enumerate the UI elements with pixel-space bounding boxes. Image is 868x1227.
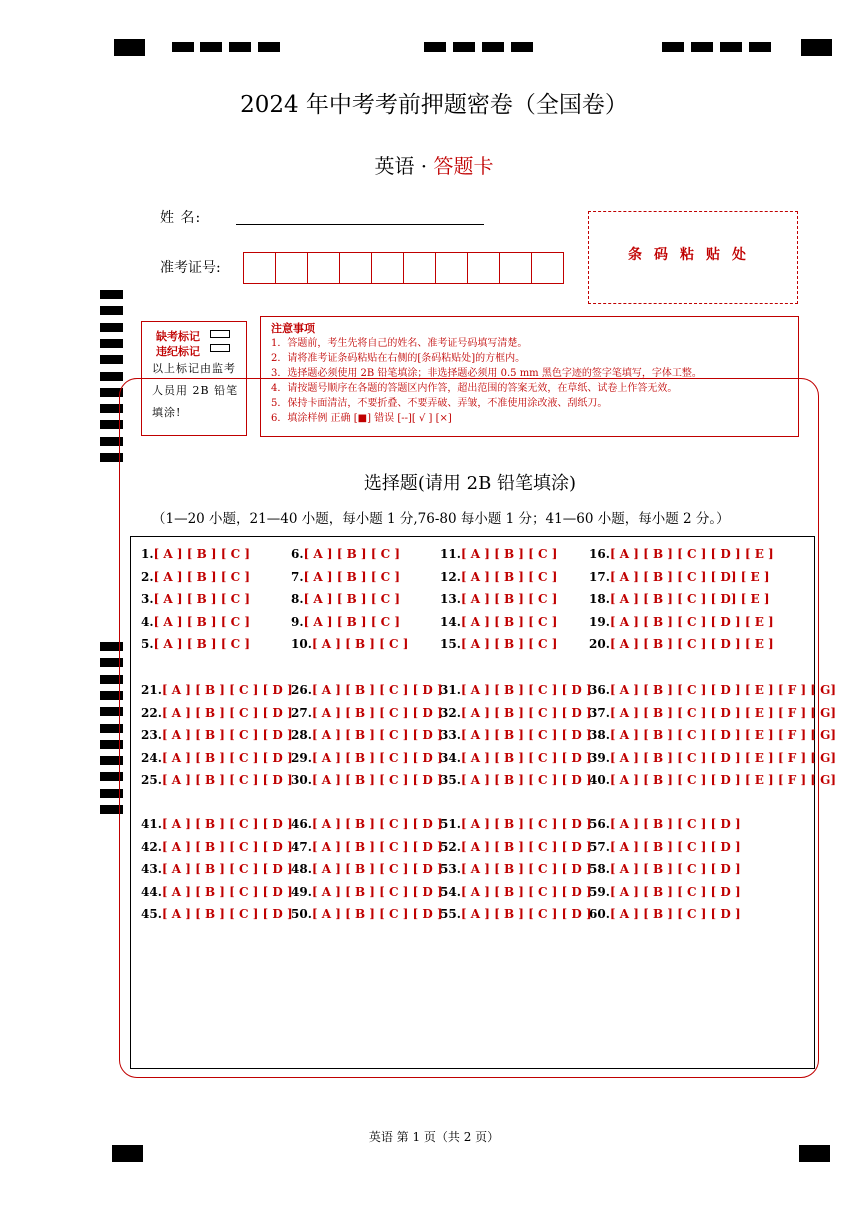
answer-options[interactable]: [ A ] [ B ] [ C ] [460,637,558,652]
notes-heading: 注意事项 [271,322,315,335]
question-number: 11. [440,547,461,561]
answer-options[interactable]: [ A ] [ B ] [ C ] [ D ] [609,817,741,831]
question-9[interactable] [291,615,400,629]
question-60[interactable] [589,907,741,921]
timing-mark [691,42,713,52]
question-31[interactable] [440,683,592,697]
answer-options[interactable]: [ A ] [ B ] [ C ] [ D] [ E ] [609,592,770,607]
timing-mark [720,42,742,52]
answer-options[interactable]: [ A ] [ B ] [ C ] [ D ] [ E ] [ F ] [ G] [609,750,837,765]
question-number: 15. [440,637,461,652]
timing-mark [801,39,832,56]
answer-options[interactable]: [ A ] [ B ] [ C ] [ D ] [311,839,443,854]
question-number: 30. [291,773,312,788]
answer-options[interactable]: [ A ] [ B ] [ C ] [ D ] [161,839,293,854]
question-number: 29. [291,750,312,765]
answer-options[interactable]: [ A ] [ B ] [ C ] [ D ] [ E ] [ F ] [ G] [609,705,837,720]
question-number: 18. [589,592,610,607]
question-number: 57. [589,839,610,854]
question-43[interactable] [141,862,293,876]
answer-options[interactable]: [ A ] [ B ] [ C ] [460,614,558,629]
question-2[interactable] [141,570,250,584]
answer-options[interactable]: [ A ] [ B ] [ C ] [ D ] [311,862,443,877]
question-23[interactable] [141,728,293,742]
digit-box[interactable] [468,253,500,283]
question-53[interactable] [440,862,592,876]
answer-options[interactable]: [ A ] [ B ] [ C ] [303,569,401,584]
answer-options[interactable]: [ A ] [ B ] [ C ] [153,614,251,629]
answer-options[interactable]: [ A ] [ B ] [ C ] [ D ] [460,705,592,720]
question-49[interactable] [291,885,443,899]
timing-mark [229,42,251,52]
answer-grid [130,536,837,1069]
digit-box[interactable] [372,253,404,283]
answer-options[interactable]: [ A ] [ B ] [ C ] [ D ] [161,750,293,765]
question-number: 53. [440,862,461,877]
answer-options[interactable]: [ A ] [ B ] [ C ] [ D ] [ E ] [609,637,774,652]
page-footer: 英语 第 1 页（共 2 页） [368,1130,500,1144]
question-36[interactable] [589,683,836,697]
answer-options[interactable]: [ A ] [ B ] [ C ] [ D ] [460,884,592,899]
timing-mark [662,42,684,52]
question-21[interactable] [141,683,293,697]
answer-options[interactable]: [ A ] [ B ] [ C ] [ D ] [ E ] [ F ] [ G] [609,683,837,697]
question-number: 48. [291,862,312,877]
question-number: 1. [141,547,154,561]
question-number: 8. [291,592,304,607]
answer-options[interactable]: [ A ] [ B ] [ C ] [ D ] [460,750,592,765]
question-number: 20. [589,637,610,652]
answer-options[interactable]: [ A ] [ B ] [ C ] [ D ] [161,773,293,788]
digit-box[interactable] [500,253,532,283]
question-28[interactable] [291,728,443,742]
question-number: 41. [141,817,162,831]
question-number: 6. [291,547,304,561]
question-14[interactable] [440,615,557,629]
digit-box[interactable] [244,253,276,283]
answer-options[interactable]: [ A ] [ B ] [ C ] [ D ] [161,817,293,831]
question-number: 10. [291,637,312,652]
question-number: 49. [291,884,312,899]
question-number: 12. [440,569,461,584]
question-35[interactable] [440,773,592,787]
question-58[interactable] [589,862,741,876]
question-48[interactable] [291,862,443,876]
question-number: 28. [291,728,312,743]
question-number: 27. [291,705,312,720]
timing-mark [100,372,123,381]
question-57[interactable] [589,840,741,854]
digit-box[interactable] [404,253,436,283]
notes-item: 4．请按题号顺序在各题的答题区内作答，超出范围的答案无效，在草纸、试卷上作答无效。 [271,383,678,394]
timing-mark [114,39,145,56]
mark-note: 以上标记由监考人员用 2B 铅笔填涂! [152,362,239,419]
answer-options[interactable]: [ A ] [ B ] [ C ] [ D ] [311,750,443,765]
question-number: 52. [440,839,461,854]
question-32[interactable] [440,706,592,720]
question-44[interactable] [141,885,293,899]
answer-options[interactable]: [ A ] [ B ] [ C ] [ D ] [311,683,443,697]
notes-item: 2．请将准考证条码粘贴在右侧的[条码粘贴处]的方框内。 [271,353,526,364]
answer-options[interactable]: [ A ] [ B ] [ C ] [ D ] [ E ] [ F ] [ G] [609,773,837,788]
answer-options[interactable]: [ A ] [ B ] [ C ] [ D ] [311,817,443,831]
question-number: 37. [589,705,610,720]
question-17[interactable] [589,570,770,584]
answer-options[interactable]: [ A ] [ B ] [ C ] [ D ] [311,705,443,720]
answer-options[interactable]: [ A ] [ B ] [ C ] [ D ] [460,817,592,831]
notes-item: 3．选择题必须使用 2B 铅笔填涂；非选择题必须用 0.5 mm 黑色字迹的签字笔填写，字体工整。 [271,368,702,379]
digit-box[interactable] [276,253,308,283]
question-number: 25. [141,773,162,788]
question-13[interactable] [440,592,557,606]
question-number: 23. [141,728,162,743]
question-5[interactable] [141,637,250,651]
question-number: 56. [589,817,610,831]
question-number: 22. [141,705,162,720]
answer-options[interactable]: [ A ] [ B ] [ C ] [ D ] [161,728,293,743]
answer-options[interactable]: [ A ] [ B ] [ C ] [ D ] [161,884,293,899]
question-number: 60. [589,907,610,922]
question-54[interactable] [440,885,592,899]
question-number: 50. [291,907,312,922]
question-55[interactable] [440,907,592,921]
question-number: 21. [141,683,162,697]
card-subtitle [0,150,868,179]
name-field[interactable] [236,224,484,225]
question-number: 58. [589,862,610,877]
answer-options[interactable]: [ A ] [ B ] [ C ] [460,547,558,561]
answer-options[interactable]: [ A ] [ B ] [ C ] [ D ] [609,907,741,922]
choice-section-note: （1—20 小题，21—40 小题，每小题 1 分,76-80 每小题 1 分；41—60 小题，每小题 2 分。） [152,511,730,527]
question-24[interactable] [141,751,293,765]
answer-options[interactable]: [ A ] [ B ] [ C ] [ D ] [609,839,741,854]
answer-options[interactable]: [ A ] [ B ] [ C ] [ D ] [161,683,293,697]
question-number: 36. [589,683,610,697]
question-42[interactable] [141,840,293,854]
question-15[interactable] [440,637,557,651]
answer-options[interactable]: [ A ] [ B ] [ C ] [460,569,558,584]
answer-options[interactable]: [ A ] [ B ] [ C ] [ D ] [161,907,293,922]
question-number: 55. [440,907,461,922]
question-number: 45. [141,907,162,922]
answer-options[interactable]: [ A ] [ B ] [ C ] [ D ] [ E ] [609,614,774,629]
question-26[interactable] [291,683,443,697]
question-number: 44. [141,884,162,899]
answer-options[interactable]: [ A ] [ B ] [ C ] [ D ] [311,773,443,788]
question-number: 3. [141,592,154,607]
barcode-area [588,211,798,304]
card-label: 答题卡 [433,154,494,178]
answer-options[interactable]: [ A ] [ B ] [ C ] [153,592,251,607]
question-46[interactable] [291,817,443,831]
question-39[interactable] [589,751,836,765]
timing-mark [453,42,475,52]
answer-options[interactable]: [ A ] [ B ] [ C ] [ D ] [ E ] [ F ] [ G] [609,728,837,743]
answer-options[interactable]: [ A ] [ B ] [ C ] [ D ] [161,862,293,877]
answer-options[interactable]: [ A ] [ B ] [ C ] [ D ] [460,839,592,854]
question-7[interactable] [291,570,400,584]
question-number: 43. [141,862,162,877]
digit-box[interactable] [340,253,372,283]
question-4[interactable] [141,615,250,629]
timing-mark [424,42,446,52]
question-50[interactable] [291,907,443,921]
question-30[interactable] [291,773,443,787]
timing-mark [749,42,771,52]
question-number: 31. [440,683,461,697]
choice-section-title: 选择题(请用 2B 铅笔填涂) [363,473,577,494]
answer-options[interactable]: [ A ] [ B ] [ C ] [ D ] [311,884,443,899]
timing-mark [100,339,123,348]
question-number: 17. [589,569,610,584]
question-number: 14. [440,614,461,629]
question-10[interactable] [291,637,408,651]
question-20[interactable] [589,637,774,651]
notes-item: 6．填涂样例 正确 [■] 错误 [--][ √ ] [×] [271,413,452,424]
question-38[interactable] [589,728,836,742]
question-number: 47. [291,839,312,854]
question-number: 38. [589,728,610,743]
answer-options[interactable]: [ A ] [ B ] [ C ] [ D ] [460,907,592,922]
question-18[interactable] [589,592,770,606]
question-number: 33. [440,728,461,743]
notes-item: 5．保持卡面清洁，不要折叠、不要弄破、弄皱，不准使用涂改液、刮纸刀。 [271,398,608,409]
absent-mark-label: 缺考标记 [156,330,200,343]
violation-mark-checkbox[interactable] [210,344,230,352]
answer-options[interactable]: [ A ] [ B ] [ C ] [153,569,251,584]
question-25[interactable] [141,773,293,787]
violation-mark-label: 违纪标记 [156,345,200,358]
question-34[interactable] [440,751,592,765]
question-number: 2. [141,569,154,584]
barcode-label: 条码粘贴处 [628,247,758,263]
answer-options[interactable]: [ A ] [ B ] [ C ] [303,614,401,629]
answer-options[interactable]: [ A ] [ B ] [ C ] [ D ] [ E ] [609,547,774,561]
question-16[interactable] [589,547,774,561]
question-27[interactable] [291,706,443,720]
timing-mark [258,42,280,52]
question-40[interactable] [589,773,836,787]
question-number: 19. [589,614,610,629]
question-11[interactable] [440,547,557,561]
question-6[interactable] [291,547,400,561]
question-number: 7. [291,569,304,584]
question-52[interactable] [440,840,592,854]
timing-mark [200,42,222,52]
question-1[interactable] [141,547,250,561]
question-number: 13. [440,592,461,607]
answer-options[interactable]: [ A ] [ B ] [ C ] [ D ] [609,862,741,877]
question-29[interactable] [291,751,443,765]
question-number: 34. [440,750,461,765]
question-number: 35. [440,773,461,788]
question-41[interactable] [141,817,293,831]
question-number: 26. [291,683,312,697]
answer-options[interactable]: [ A ] [ B ] [ C ] [ D ] [460,862,592,877]
question-33[interactable] [440,728,592,742]
name-label: 姓 名: [160,210,202,226]
answer-options[interactable]: [ A ] [ B ] [ C ] [ D ] [460,773,592,788]
question-37[interactable] [589,706,836,720]
digit-box[interactable] [532,253,563,283]
question-56[interactable] [589,817,741,831]
question-3[interactable] [141,592,250,606]
answer-options[interactable]: [ A ] [ B ] [ C ] [ D ] [311,728,443,743]
question-number: 4. [141,614,154,629]
question-12[interactable] [440,570,557,584]
question-45[interactable] [141,907,293,921]
question-number: 59. [589,884,610,899]
answer-options[interactable]: [ A ] [ B ] [ C ] [ D ] [311,907,443,922]
answer-options[interactable]: [ A ] [ B ] [ C ] [303,547,401,561]
absent-mark-checkbox[interactable] [210,330,230,338]
timing-mark [482,42,504,52]
question-number: 54. [440,884,461,899]
answer-options[interactable]: [ A ] [ B ] [ C ] [ D] [ E ] [609,569,770,584]
question-59[interactable] [589,885,741,899]
timing-mark [511,42,533,52]
question-number: 51. [440,817,461,831]
timing-mark [100,355,123,364]
timing-mark [799,1145,830,1162]
question-number: 46. [291,817,312,831]
answer-options[interactable]: [ A ] [ B ] [ C ] [ D ] [161,705,293,720]
answer-options[interactable]: [ A ] [ B ] [ C ] [ D ] [460,728,592,743]
answer-options[interactable]: [ A ] [ B ] [ C ] [311,637,409,652]
question-51[interactable] [440,817,592,831]
question-number: 16. [589,547,610,561]
notes-item: 1．答题前，考生先将自己的姓名、准考证号码填写清楚。 [271,338,528,349]
question-8[interactable] [291,592,400,606]
exam-number-label: 准考证号: [160,260,221,276]
question-22[interactable] [141,706,293,720]
question-number: 24. [141,750,162,765]
subject-label: 英语 · [374,154,434,178]
exam-number-boxes[interactable] [243,252,564,284]
answer-options[interactable]: [ A ] [ B ] [ C ] [ D ] [609,884,741,899]
question-number: 40. [589,773,610,788]
answer-options[interactable]: [ A ] [ B ] [ C ] [460,592,558,607]
timing-mark [100,290,123,299]
page-title: 2024 年中考考前押题密卷（全国卷） [240,92,628,118]
question-number: 5. [141,637,154,652]
digit-box[interactable] [436,253,468,283]
question-number: 42. [141,839,162,854]
question-number: 32. [440,705,461,720]
timing-mark [172,42,194,52]
answer-options[interactable]: [ A ] [ B ] [ C ] [ D ] [460,683,592,697]
timing-mark [100,323,123,332]
timing-mark [100,306,123,315]
question-number: 39. [589,750,610,765]
question-47[interactable] [291,840,443,854]
question-19[interactable] [589,615,774,629]
timing-mark [112,1145,143,1162]
answer-options[interactable]: [ A ] [ B ] [ C ] [303,592,401,607]
answer-options[interactable]: [ A ] [ B ] [ C ] [153,547,251,561]
answer-options[interactable]: [ A ] [ B ] [ C ] [153,637,251,652]
digit-box[interactable] [308,253,340,283]
question-number: 9. [291,614,304,629]
